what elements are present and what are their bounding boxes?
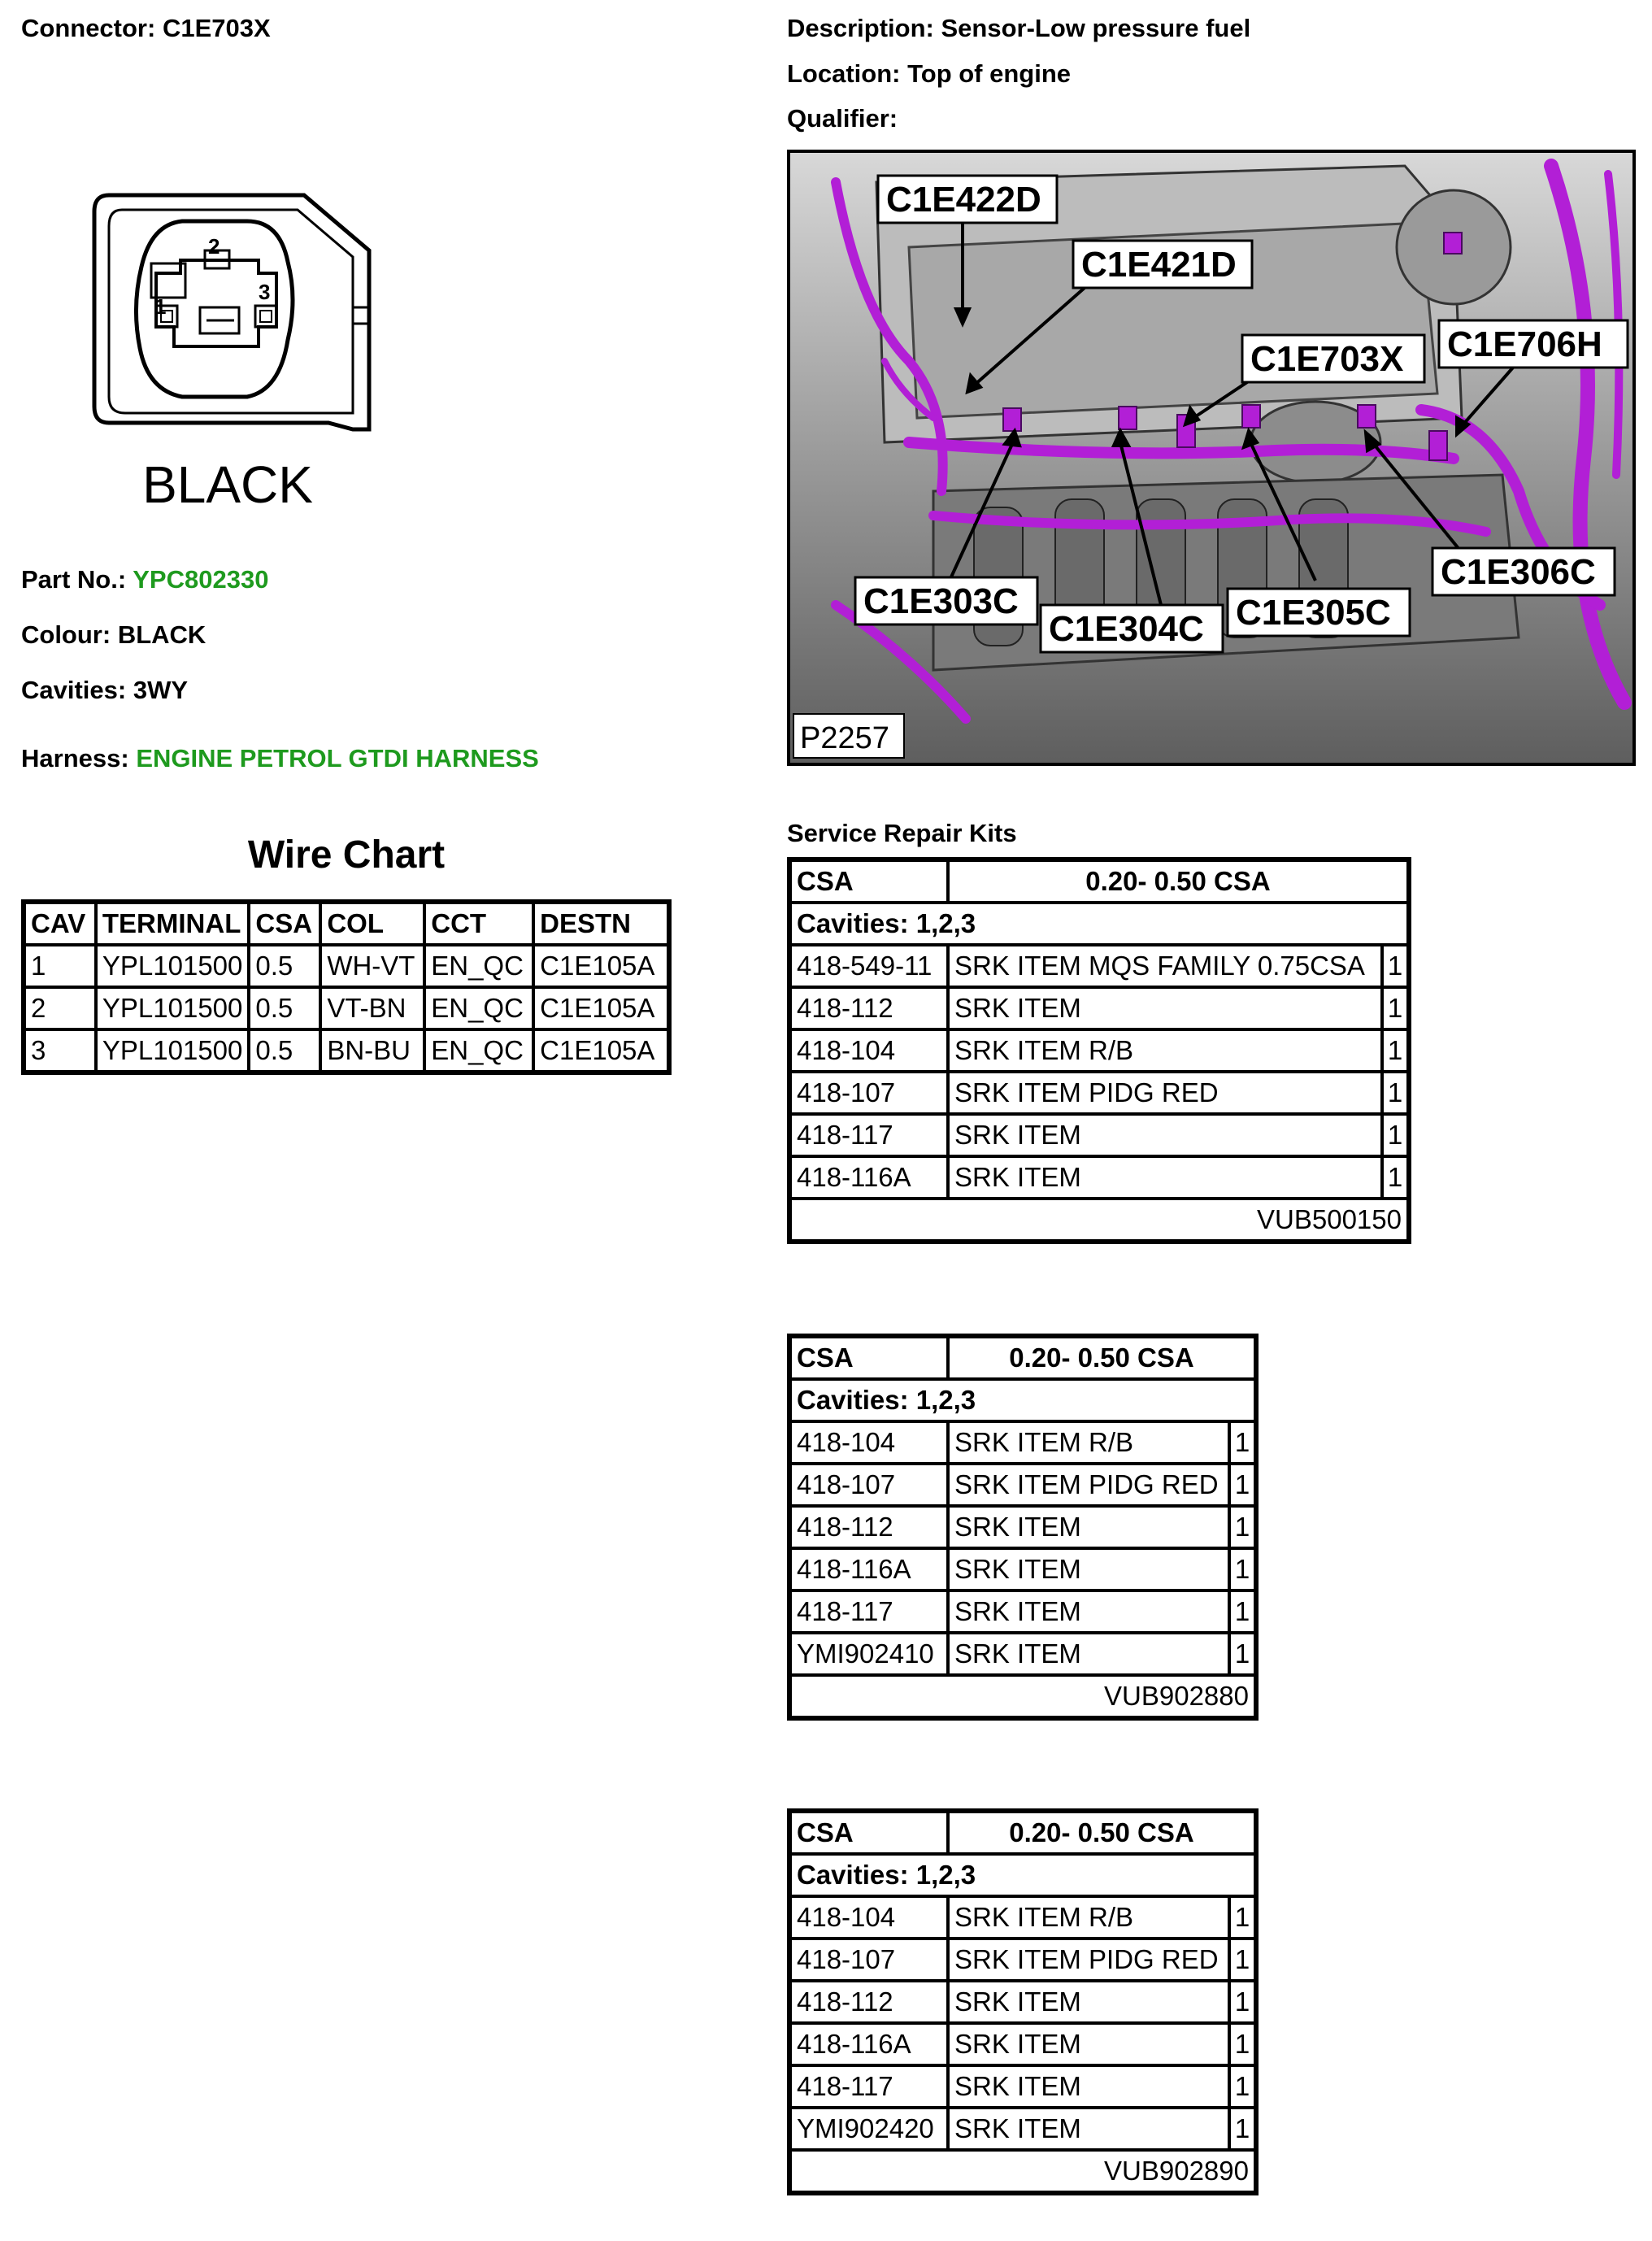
kit-csa-value: 0.20- 0.50 CSA bbox=[948, 1812, 1255, 1854]
cell-cav: 1 bbox=[24, 945, 96, 987]
kit-item-qty: 1 bbox=[1382, 1156, 1408, 1199]
kit-cavities: Cavities: 1,2,3 bbox=[790, 1854, 1255, 1896]
kit-item-desc: SRK ITEM bbox=[948, 987, 1382, 1029]
kit-item-qty: 1 bbox=[1229, 1633, 1255, 1675]
header-cav: CAV bbox=[24, 903, 96, 945]
cavities-value: 3WY bbox=[133, 676, 189, 704]
kit-item-qty: 1 bbox=[1229, 1590, 1255, 1633]
callout-c1e304c: C1E304C bbox=[1049, 609, 1204, 649]
kit-number: VUB902890 bbox=[790, 2150, 1255, 2192]
kit-item-part: 418-107 bbox=[790, 1072, 948, 1114]
kit-item-desc: SRK ITEM PIDG RED bbox=[948, 1939, 1229, 1981]
wire-chart-title: Wire Chart bbox=[247, 833, 446, 877]
cell-terminal: YPL101500 bbox=[96, 945, 250, 987]
part-no-line bbox=[21, 564, 268, 595]
part-no-value[interactable]: YPC802330 bbox=[133, 565, 269, 594]
kit-item-qty: 1 bbox=[1229, 1464, 1255, 1506]
kit-cavities-row bbox=[790, 1379, 1255, 1421]
cell-cav: 2 bbox=[24, 987, 96, 1029]
kit-csa-label: CSA bbox=[790, 1337, 948, 1379]
kit-item-qty: 1 bbox=[1229, 1506, 1255, 1548]
table-row bbox=[790, 987, 1408, 1029]
kit-item-part: 418-117 bbox=[790, 1590, 948, 1633]
kit-cavities: Cavities: 1,2,3 bbox=[790, 903, 1408, 945]
kit-cavities-row bbox=[790, 903, 1408, 945]
service-repair-kits-title: Service Repair Kits bbox=[787, 819, 1017, 847]
kit-item-qty: 1 bbox=[1229, 1548, 1255, 1590]
wire-chart-header-row bbox=[24, 903, 668, 945]
figure-id-label: P2257 bbox=[800, 721, 889, 755]
kit-item-desc: SRK ITEM R/B bbox=[948, 1896, 1229, 1939]
table-row bbox=[790, 1548, 1255, 1590]
kit-item-part: 418-112 bbox=[790, 1506, 948, 1548]
table-row bbox=[790, 1896, 1255, 1939]
qualifier-line bbox=[787, 103, 898, 134]
kit-csa-value: 0.20- 0.50 CSA bbox=[948, 1337, 1255, 1379]
header-terminal: TERMINAL bbox=[96, 903, 250, 945]
cell-destn: C1E105A bbox=[533, 945, 668, 987]
kit-item-qty: 1 bbox=[1382, 945, 1408, 987]
header-col: COL bbox=[320, 903, 424, 945]
kit-item-desc: SRK ITEM bbox=[948, 1633, 1229, 1675]
kit-item-part: 418-116A bbox=[790, 1548, 948, 1590]
table-row bbox=[24, 987, 668, 1029]
cell-col: VT-BN bbox=[320, 987, 424, 1029]
table-row bbox=[790, 1464, 1255, 1506]
kit-item-qty: 1 bbox=[1229, 2023, 1255, 2065]
cell-col: BN-BU bbox=[320, 1029, 424, 1072]
kit-item-part: 418-104 bbox=[790, 1421, 948, 1464]
repair-kit-table-1 bbox=[787, 857, 1411, 1244]
cell-csa: 0.5 bbox=[249, 987, 320, 1029]
cell-cct: EN_QC bbox=[424, 1029, 533, 1072]
wire-chart-table bbox=[21, 899, 672, 1075]
kit-item-qty: 1 bbox=[1229, 2108, 1255, 2150]
header-cct: CCT bbox=[424, 903, 533, 945]
pin-1-label: 1 bbox=[154, 294, 167, 319]
table-row bbox=[790, 1506, 1255, 1548]
connector-face-diagram bbox=[85, 185, 393, 511]
kit-item-desc: SRK ITEM bbox=[948, 1548, 1229, 1590]
table-row bbox=[790, 1029, 1408, 1072]
engine-location-image bbox=[787, 150, 1636, 766]
kit-number: VUB500150 bbox=[790, 1199, 1408, 1241]
kit-number: VUB902880 bbox=[790, 1675, 1255, 1717]
cell-cav: 3 bbox=[24, 1029, 96, 1072]
kit-item-desc: SRK ITEM bbox=[948, 1590, 1229, 1633]
kit-item-qty: 1 bbox=[1229, 1939, 1255, 1981]
kit-item-desc: SRK ITEM bbox=[948, 1114, 1382, 1156]
kit-item-part: 418-116A bbox=[790, 2023, 948, 2065]
callout-c1e306c: C1E306C bbox=[1441, 552, 1596, 592]
kit-item-part: 418-104 bbox=[790, 1029, 948, 1072]
kit-cavities: Cavities: 1,2,3 bbox=[790, 1379, 1255, 1421]
cell-terminal: YPL101500 bbox=[96, 1029, 250, 1072]
colour-line bbox=[21, 620, 206, 651]
table-row bbox=[24, 945, 668, 987]
kit-item-part: 418-116A bbox=[790, 1156, 948, 1199]
location-value: Top of engine bbox=[907, 59, 1072, 88]
cell-csa: 0.5 bbox=[249, 1029, 320, 1072]
cell-destn: C1E105A bbox=[533, 987, 668, 1029]
cell-cct: EN_QC bbox=[424, 945, 533, 987]
kit-item-part: 418-549-11 bbox=[790, 945, 948, 987]
kit-item-qty: 1 bbox=[1382, 1029, 1408, 1072]
table-row bbox=[790, 2108, 1255, 2150]
table-row bbox=[790, 1939, 1255, 1981]
table-row bbox=[790, 2065, 1255, 2108]
kit-item-desc: SRK ITEM R/B bbox=[948, 1029, 1382, 1072]
kit-item-desc: SRK ITEM bbox=[948, 1506, 1229, 1548]
cell-csa: 0.5 bbox=[249, 945, 320, 987]
header-csa: CSA bbox=[249, 903, 320, 945]
kit-item-part: 418-104 bbox=[790, 1896, 948, 1939]
location-line bbox=[787, 59, 1071, 89]
kit-item-desc: SRK ITEM R/B bbox=[948, 1421, 1229, 1464]
kit-item-part: 418-112 bbox=[790, 1981, 948, 2023]
table-row bbox=[24, 1029, 668, 1072]
kit-number-row bbox=[790, 1199, 1408, 1241]
header-destn: DESTN bbox=[533, 903, 668, 945]
kit-item-part: 418-117 bbox=[790, 2065, 948, 2108]
pin-2-label: 2 bbox=[208, 234, 220, 259]
kit-item-desc: SRK ITEM bbox=[948, 2065, 1229, 2108]
connector-line bbox=[21, 13, 271, 44]
kit-csa-label: CSA bbox=[790, 1812, 948, 1854]
table-row bbox=[790, 1981, 1255, 2023]
kit-csa-label: CSA bbox=[790, 860, 948, 903]
cell-col: WH-VT bbox=[320, 945, 424, 987]
cavities-line bbox=[21, 675, 188, 706]
table-row bbox=[790, 2023, 1255, 2065]
kit-item-qty: 1 bbox=[1382, 1114, 1408, 1156]
kit-item-qty: 1 bbox=[1229, 1981, 1255, 2023]
table-row bbox=[790, 1590, 1255, 1633]
kit-item-part: 418-107 bbox=[790, 1464, 948, 1506]
kit-item-part: YMI902420 bbox=[790, 2108, 948, 2150]
kit-item-part: YMI902410 bbox=[790, 1633, 948, 1675]
description-line bbox=[787, 13, 1250, 44]
part-no-label: Part No.: bbox=[21, 565, 127, 594]
kit-csa-row bbox=[790, 860, 1408, 903]
table-row bbox=[790, 1156, 1408, 1199]
cell-terminal: YPL101500 bbox=[96, 987, 250, 1029]
kit-number-row bbox=[790, 2150, 1255, 2192]
kit-item-desc: SRK ITEM PIDG RED bbox=[948, 1464, 1229, 1506]
harness-line bbox=[21, 743, 539, 774]
location-label: Location: bbox=[787, 59, 901, 88]
kit-csa-value: 0.20- 0.50 CSA bbox=[948, 860, 1408, 903]
cell-cct: EN_QC bbox=[424, 987, 533, 1029]
kit-item-desc: SRK ITEM bbox=[948, 1156, 1382, 1199]
description-value: Sensor-Low pressure fuel bbox=[941, 14, 1251, 42]
connector-colour-text: BLACK bbox=[142, 455, 313, 511]
kit-item-desc: SRK ITEM PIDG RED bbox=[948, 1072, 1382, 1114]
harness-label: Harness: bbox=[21, 744, 129, 772]
callout-c1e703x: C1E703X bbox=[1250, 339, 1404, 379]
kit-item-desc: SRK ITEM bbox=[948, 2023, 1229, 2065]
kit-item-qty: 1 bbox=[1382, 1072, 1408, 1114]
kit-number-row bbox=[790, 1675, 1255, 1717]
kit-item-part: 418-112 bbox=[790, 987, 948, 1029]
connector-label: Connector: bbox=[21, 14, 156, 42]
kit-item-desc: SRK ITEM bbox=[948, 2108, 1229, 2150]
repair-kit-table-2 bbox=[787, 1334, 1259, 1721]
cell-destn: C1E105A bbox=[533, 1029, 668, 1072]
kit-cavities-row bbox=[790, 1854, 1255, 1896]
callout-c1e303c: C1E303C bbox=[863, 581, 1019, 621]
cavities-label: Cavities: bbox=[21, 676, 127, 704]
callout-c1e706h: C1E706H bbox=[1447, 324, 1602, 364]
kit-csa-row bbox=[790, 1337, 1255, 1379]
colour-label: Colour: bbox=[21, 620, 111, 649]
callout-c1e421d: C1E421D bbox=[1081, 245, 1237, 285]
table-row bbox=[790, 1114, 1408, 1156]
kit-item-part: 418-107 bbox=[790, 1939, 948, 1981]
qualifier-label: Qualifier: bbox=[787, 104, 898, 133]
kit-item-desc: SRK ITEM bbox=[948, 1981, 1229, 2023]
pin-3-label: 3 bbox=[259, 280, 271, 304]
kit-csa-row bbox=[790, 1812, 1255, 1854]
kit-item-qty: 1 bbox=[1229, 1421, 1255, 1464]
callout-c1e305c: C1E305C bbox=[1236, 593, 1391, 633]
harness-value[interactable]: ENGINE PETROL GTDI HARNESS bbox=[136, 744, 539, 772]
kit-item-qty: 1 bbox=[1229, 1896, 1255, 1939]
table-row bbox=[790, 945, 1408, 987]
repair-kit-table-3 bbox=[787, 1808, 1259, 2195]
kit-item-part: 418-117 bbox=[790, 1114, 948, 1156]
callout-c1e422d: C1E422D bbox=[886, 180, 1041, 220]
table-row bbox=[790, 1633, 1255, 1675]
description-label: Description: bbox=[787, 14, 934, 42]
kit-item-qty: 1 bbox=[1229, 2065, 1255, 2108]
table-row bbox=[790, 1072, 1408, 1114]
kit-item-qty: 1 bbox=[1382, 987, 1408, 1029]
table-row bbox=[790, 1421, 1255, 1464]
colour-value: BLACK bbox=[117, 620, 206, 649]
kit-item-desc: SRK ITEM MQS FAMILY 0.75CSA bbox=[948, 945, 1382, 987]
connector-value: C1E703X bbox=[162, 14, 271, 42]
